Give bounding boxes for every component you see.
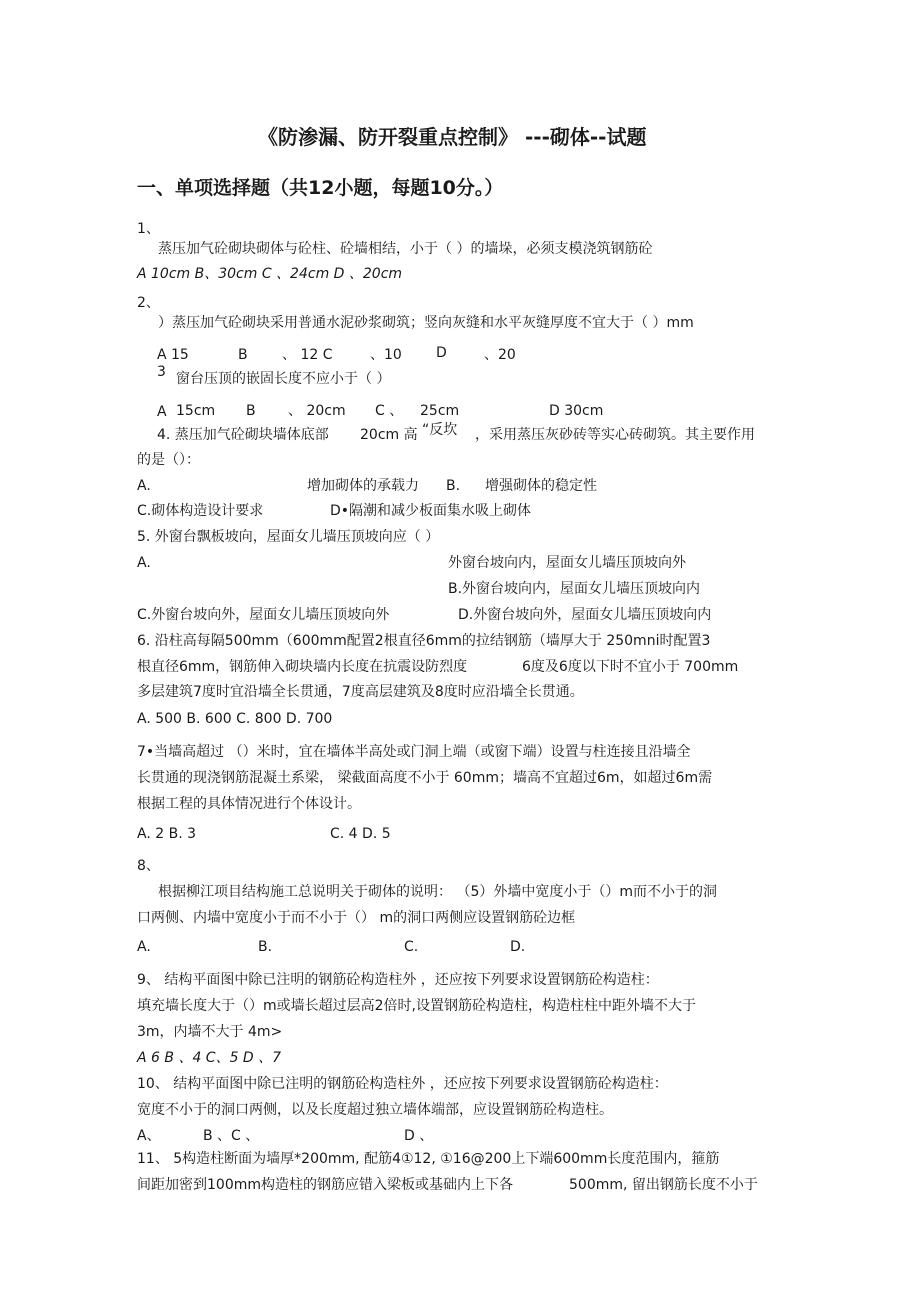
question-text: 长贯通的现浇钢筋混凝土系梁， 梁截面高度不小于 60mm；墙高不宜超过6m，如超过6m需 [137,770,713,786]
question-text: ）蒸压加气砼砌块采用普通水泥砂浆砌筑；竖向灰缝和水平灰缝厚度不宜大于（ ）mm [158,315,694,331]
question-number: 8、 [137,858,160,874]
option-b: B [246,403,256,419]
option-c: C. [404,939,419,955]
option-c-value: 25cm [420,403,460,419]
option-d: D•隔潮和减少板面集水吸上砌体 [330,503,532,519]
option-a: A. [137,555,151,571]
question-number: 1、 [137,221,160,237]
option-c: C.外窗台坡向外，屋面女儿墙压顶坡向外 [137,607,390,623]
question-options: A 10cm B、30cm C 、24cm D 、20cm [137,266,403,282]
option-c: C 、 [375,403,404,419]
question-text: 9、 结构平面图中除已注明的钢筋砼构造柱外 ，还应按下列要求设置钢筋砼构造柱： [137,972,659,988]
section-heading: 一、单项选择题（共12小题，每题10分。） [137,177,504,199]
question-text: 根据工程的具体情况进行个体设计。 [137,796,361,812]
option-b: B [238,347,248,363]
question-text: 口两侧、内墙中宽度小于而不小于（） m的洞口两侧应设置钢筋砼边框 [137,910,576,926]
option-a: A [157,404,167,420]
option-c: C.砌体构造设计要求 [137,503,264,519]
question-number: 2、 [137,295,160,311]
question-text: 6度及6度以下时不宜小于 700mm [522,659,739,675]
option-ab: A. 2 B. 3 [137,826,197,842]
option-d: D 、 [404,1128,434,1144]
option-d: D. [510,939,526,955]
question-text: 20cm 高 [360,427,418,443]
option-d: D.外窗台坡向外，屋面女儿墙压顶坡向内 [458,607,712,623]
question-text: 4. 蒸压加气砼砌块墙体底部 [157,427,329,443]
question-text: 蒸压加气砼砌块砌体与砼柱、砼墙相结，小于（ ）的墙垛，必须支模浇筑钢筋砼 [158,241,653,257]
question-text: “反坎 [422,422,458,438]
option-b-value: 、 20cm [288,403,346,419]
question-options: A. 500 B. 600 C. 800 D. 700 [137,711,333,727]
option-c: 、 12 C [282,347,333,363]
question-text: 7•当墙高超过 （）米时，宜在墙体半高处或门洞上端（或窗下端）设置与柱连接且沿墙全 [137,744,691,760]
option-b: B. [258,939,273,955]
page-title: 《防渗漏、防开裂重点控制》 ---砌体--试题 [258,125,647,149]
question-text: 多层建筑7度时宜沿墙全长贯通，7度高层建筑及8度时应沿墙全长贯通。 [137,684,584,700]
question-text: 5. 外窗台飘板坡向，屋面女儿墙压顶坡向应（ ） [137,529,440,545]
option-bc: B 、C 、 [203,1128,260,1144]
option-b: B. [446,478,461,494]
option-cd: C. 4 D. 5 [330,826,391,842]
option-a: A、 [137,1128,161,1144]
option-a-text: 外窗台坡向内，屋面女儿墙压顶坡向外 [448,555,686,571]
question-text: 填充墙长度大于（）m或墙长超过层高2倍时,设置钢筋砼构造柱，构造柱柱中距外墙不大于 [137,998,696,1014]
option-b-text: 增强砌体的稳定性 [485,478,597,494]
question-number: 3 [157,364,166,380]
question-text: ，采用蒸压灰砂砖等实心砖砌筑。其主要作用 [475,427,755,443]
question-text: 的是（）： [137,452,200,468]
question-text: 6. 沿柱高每隔500mm（600mm配置2根直径6mm的拉结钢筋（墙厚大于 250mni时配置3 [137,633,711,649]
question-text: 根直径6mm，钢筋伸入砌块墙内长度在抗震设防烈度 [137,659,468,675]
question-text: 3m，内墙不大于 4m> [137,1024,283,1040]
option-d-prefix: 、10 [370,347,402,363]
option-a: A 15 [157,347,189,363]
question-text: 11、 5构造柱断面为墙厚*200mm, 配筋4①12, ①16@200上下端600mm长度范围内，箍筋 [137,1151,720,1167]
option-b: B.外窗台坡向内，屋面女儿墙压顶坡向内 [448,581,701,597]
question-text: 500mm, 留出钢筋长度不小于 [569,1177,758,1193]
option-a-text: 增加砌体的承载力 [307,478,419,494]
question-text: 根据柳江项目结构施工总说明关于砌体的说明： （5）外墙中宽度小于（）m而不小于的洞 [158,884,717,900]
option-a: A. [137,478,151,494]
option-d: D [436,345,447,361]
question-text: 10、 结构平面图中除已注明的钢筋砼构造柱外 ，还应按下列要求设置钢筋砼构造柱： [137,1076,668,1092]
option-a: A. [137,939,151,955]
option-d: D 30cm [549,403,604,419]
question-text: 窗台压顶的嵌固长度不应小于（ ） [176,371,391,387]
question-options: A 6 B 、4 C、5 D 、7 [137,1050,282,1066]
question-text: 宽度不小于的洞口两侧，以及长度超过独立墙体端部，应设置钢筋砼构造柱。 [137,1102,613,1118]
option-a-value: 15cm [176,403,216,419]
option-e: 、20 [484,347,516,363]
question-text: 间距加密到100mm构造柱的钢筋应错入梁板或基础内上下各 [137,1177,513,1193]
